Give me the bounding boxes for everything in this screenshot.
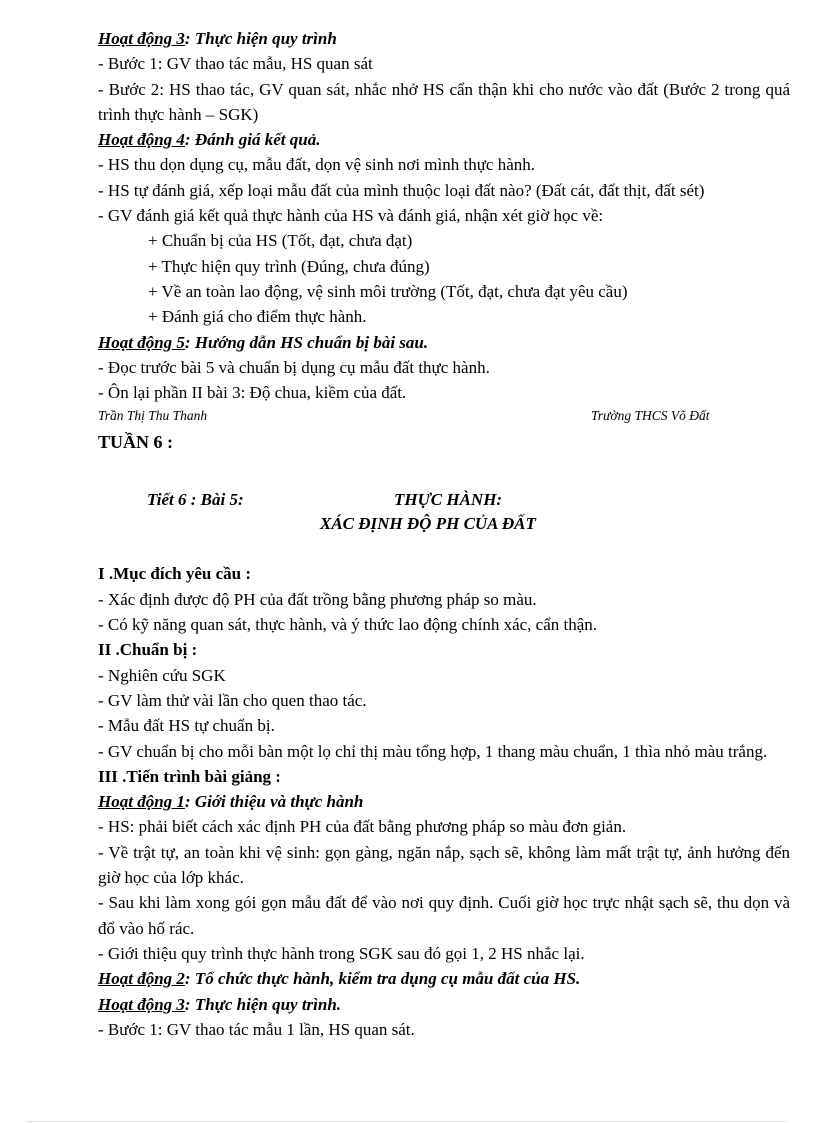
document-page bbox=[98, 26, 790, 1042]
lesson-title-line-1: THỰC HÀNH: bbox=[394, 490, 503, 510]
objective-line: - Xác định được độ PH của đất trồng bằng phương pháp so màu. bbox=[98, 589, 537, 609]
school-name: Trường THCS Võ Đất bbox=[591, 408, 710, 424]
criteria-item: + Đánh giá cho điểm thực hành. bbox=[148, 307, 367, 327]
preparation-line: - GV chuẩn bị cho mỗi bàn một lọ chỉ thị màu tổng hợp, 1 thang màu chuẩn, 1 thìa nhỏ màu trắng. bbox=[98, 741, 768, 761]
activity-5-heading: Hoạt động 5: Hướng dẫn HS chuẩn bị bài sau. bbox=[98, 332, 429, 352]
preparation-line: - GV làm thử vài lần cho quen thao tác. bbox=[98, 690, 367, 710]
criteria-item: + Về an toàn lao động, vệ sinh môi trường (Tốt, đạt, chưa đạt yêu cầu) bbox=[148, 281, 628, 301]
review-line: - Ôn lại phần II bài 3: Độ chua, kiềm của đất. bbox=[98, 383, 407, 403]
procedure-line: - Bước 1: GV thao tác mẫu 1 lần, HS quan sát. bbox=[98, 1019, 415, 1039]
lesson-title-block bbox=[98, 475, 790, 535]
activity-1-heading: Hoạt động 1: Giới thiệu và thực hành bbox=[98, 792, 364, 812]
activity-4-heading: Hoạt động 4: Đánh giá kết quả. bbox=[98, 130, 321, 150]
page-footer bbox=[98, 405, 790, 427]
lesson-title-line-2: XÁC ĐỊNH ĐỘ PH CỦA ĐẤT bbox=[320, 514, 536, 534]
procedure-line: - HS: phải biết cách xác định PH của đất bằng phương pháp so màu đơn giản. bbox=[98, 817, 627, 837]
week-heading: TUẦN 6 : bbox=[98, 432, 173, 453]
step-1-line: - Bước 1: GV thao tác mẫu, HS quan sát bbox=[98, 54, 373, 74]
section-1-heading: I .Mục đích yêu cầu : bbox=[98, 564, 251, 584]
lesson-number: Tiết 6 : Bài 5: bbox=[147, 490, 244, 510]
section-3-heading: III .Tiến trình bài giảng : bbox=[98, 766, 281, 786]
teacher-name: Trần Thị Thu Thanh bbox=[98, 408, 208, 424]
self-assessment-line: - HS tự đánh giá, xếp loại mẫu đất của mình thuộc loại đất nào? (Đất cát, đất thịt, đất sét) bbox=[98, 180, 705, 200]
homework-line: - Đọc trước bài 5 và chuẩn bị dụng cụ mẫu đất thực hành. bbox=[98, 357, 490, 377]
section-2-heading: II .Chuẩn bị : bbox=[98, 640, 198, 660]
criteria-item: + Thực hiện quy trình (Đúng, chưa đúng) bbox=[148, 256, 430, 276]
preparation-line: - Nghiên cứu SGK bbox=[98, 665, 226, 685]
procedure-line: - Giới thiệu quy trình thực hành trong SGK sau đó gọi 1, 2 HS nhắc lại. bbox=[98, 943, 585, 963]
activity-3-heading: Hoạt động 3: Thực hiện quy trình bbox=[98, 29, 337, 48]
cleanup-line: - HS thu dọn dụng cụ, mẫu đất, dọn vệ sinh nơi mình thực hành. bbox=[98, 155, 536, 175]
criteria-item: + Chuẩn bị của HS (Tốt, đạt, chưa đạt) bbox=[148, 231, 413, 251]
preparation-line: - Mẫu đất HS tự chuẩn bị. bbox=[98, 716, 275, 736]
step-2-line: - Bước 2: HS thao tác, GV quan sát, nhắc nhở HS cẩn thận khi cho nước vào đất (Bước 2 trong quá trình thực hành – SGK) bbox=[98, 79, 790, 124]
objective-line: - Có kỹ năng quan sát, thực hành, và ý thức lao động chính xác, cẩn thận. bbox=[98, 615, 598, 635]
procedure-line: - Về trật tự, an toàn khi vệ sinh: gọn gàng, ngăn nắp, sạch sẽ, không làm mất trật tự, ảnh hưởng đến giờ học của lớp khác. bbox=[98, 842, 790, 888]
teacher-assessment-line: - GV đánh giá kết quả thực hành của HS và đánh giá, nhận xét giờ học về: bbox=[98, 206, 604, 226]
activity-2-heading: Hoạt động 2: Tổ chức thực hành, kiểm tra dụng cụ mẫu đất của HS. bbox=[98, 969, 581, 989]
procedure-line: - Sau khi làm xong gói gọn mẫu đất để vào nơi quy định. Cuối giờ học trực nhật sạch sẽ, thu dọn và đổ vào hố rác. bbox=[98, 893, 790, 938]
activity-3b-heading: Hoạt động 3: Thực hiện quy trình. bbox=[98, 994, 342, 1014]
page-bottom-rule bbox=[28, 1121, 788, 1122]
